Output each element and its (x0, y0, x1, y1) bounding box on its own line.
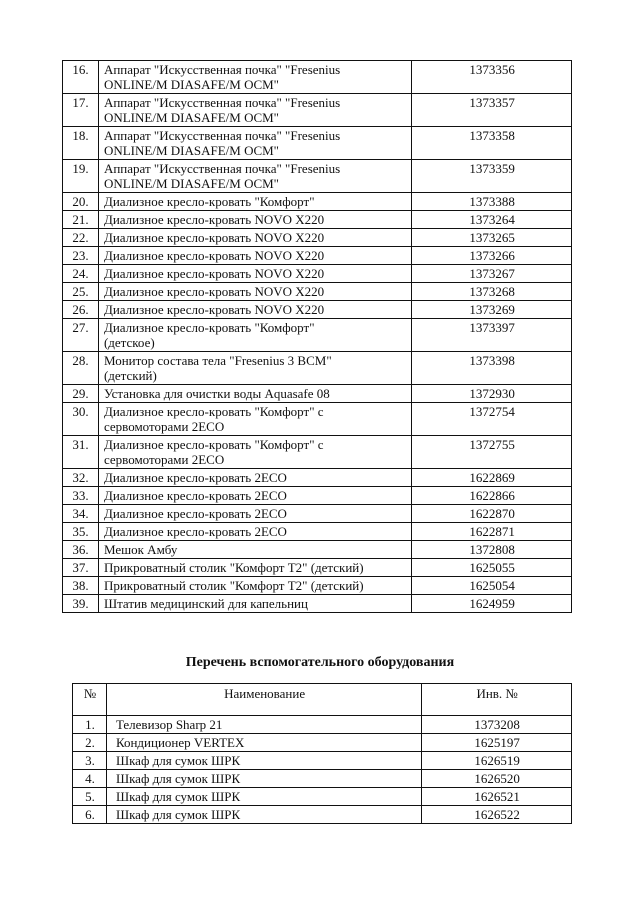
item-name-line: Диализное кресло-кровать "Комфорт" с (103, 437, 324, 452)
item-name (98, 436, 411, 469)
aux-item-name: Шкаф для сумок ШРК (106, 806, 421, 824)
aux-row-number: 1. (73, 716, 107, 734)
item-name-line: ONLINE/M DIASAFE/M OCM" (103, 77, 279, 92)
inventory-number: 1372930 (412, 385, 572, 403)
table-row (63, 283, 572, 301)
item-name-line: Мешок Амбу (103, 542, 178, 557)
row-number: 27. (63, 319, 99, 352)
inventory-number: 1625054 (412, 577, 572, 595)
row-number: 33. (63, 487, 99, 505)
inventory-number: 1372754 (412, 403, 572, 436)
row-number: 23. (63, 247, 99, 265)
item-name-line: Диализное кресло-кровать NOVO X220 (103, 212, 325, 227)
table-row (63, 523, 572, 541)
inventory-number: 1373266 (412, 247, 572, 265)
row-number: 34. (63, 505, 99, 523)
item-name (98, 160, 411, 193)
item-name (98, 487, 411, 505)
row-number: 30. (63, 403, 99, 436)
aux-header-name: Наименование (106, 684, 421, 716)
table-row (63, 403, 572, 436)
table-row (63, 541, 572, 559)
table-row (63, 577, 572, 595)
table-row (63, 505, 572, 523)
aux-inventory-number: 1626520 (422, 770, 572, 788)
row-number: 36. (63, 541, 99, 559)
table-row (63, 211, 572, 229)
row-number: 17. (63, 94, 99, 127)
inventory-number: 1373358 (412, 127, 572, 160)
item-name-line: ONLINE/M DIASAFE/M OCM" (103, 143, 279, 158)
aux-inventory-number: 1373208 (422, 716, 572, 734)
aux-row-number: 3. (73, 752, 107, 770)
inventory-number: 1373269 (412, 301, 572, 319)
item-name-line: Прикроватный столик "Комфорт Т2" (детский) (103, 578, 364, 593)
aux-item-name: Кондиционер VERTEX (106, 734, 421, 752)
inventory-number: 1622870 (412, 505, 572, 523)
table-row (63, 160, 572, 193)
table-row (63, 193, 572, 211)
item-name-line: Аппарат "Искусственная почка" "Fresenius (103, 161, 341, 176)
item-name (98, 505, 411, 523)
row-number: 26. (63, 301, 99, 319)
row-number: 32. (63, 469, 99, 487)
inventory-number: 1373356 (412, 61, 572, 94)
item-name (98, 127, 411, 160)
aux-table-row (73, 716, 572, 734)
aux-equipment-table (72, 683, 572, 824)
inventory-number: 1624959 (412, 595, 572, 613)
table-row (63, 265, 572, 283)
table-row (63, 352, 572, 385)
item-name-line: Диализное кресло-кровать NOVO X220 (103, 230, 325, 245)
inventory-number: 1373268 (412, 283, 572, 301)
aux-row-number: 5. (73, 788, 107, 806)
aux-item-name: Шкаф для сумок ШРК (106, 788, 421, 806)
inventory-number: 1373388 (412, 193, 572, 211)
item-name-line: Аппарат "Искусственная почка" "Fresenius (103, 95, 341, 110)
item-name-line: Аппарат "Искусственная почка" "Fresenius (103, 128, 341, 143)
table-row (63, 229, 572, 247)
equipment-table (62, 60, 572, 613)
item-name (98, 403, 411, 436)
aux-table-row (73, 752, 572, 770)
table-row (63, 385, 572, 403)
row-number: 18. (63, 127, 99, 160)
aux-equipment-title: Перечень вспомогательного оборудования (185, 655, 455, 670)
item-name-line: Диализное кресло-кровать "Комфорт" с (103, 404, 324, 419)
aux-inventory-number: 1626519 (422, 752, 572, 770)
item-name-line: Монитор состава тела "Fresenius 3 BCM" (103, 353, 332, 368)
equipment-table-body (63, 61, 572, 613)
aux-table-row (73, 770, 572, 788)
item-name (98, 211, 411, 229)
aux-row-number: 2. (73, 734, 107, 752)
row-number: 16. (63, 61, 99, 94)
inventory-number: 1622871 (412, 523, 572, 541)
inventory-number: 1622866 (412, 487, 572, 505)
item-name-line: ONLINE/M DIASAFE/M OCM" (103, 110, 279, 125)
row-number: 35. (63, 523, 99, 541)
inventory-number: 1372755 (412, 436, 572, 469)
item-name-line: Прикроватный столик "Комфорт Т2" (детский) (103, 560, 364, 575)
inventory-number: 1622869 (412, 469, 572, 487)
inventory-number: 1372808 (412, 541, 572, 559)
aux-equipment-table-body (73, 716, 572, 824)
item-name (98, 352, 411, 385)
item-name-line: Диализное кресло-кровать 2ECO (103, 506, 287, 521)
aux-inventory-number: 1626522 (422, 806, 572, 824)
item-name (98, 523, 411, 541)
row-number: 29. (63, 385, 99, 403)
table-row (63, 436, 572, 469)
inventory-number: 1373359 (412, 160, 572, 193)
row-number: 19. (63, 160, 99, 193)
table-row (63, 127, 572, 160)
row-number: 20. (63, 193, 99, 211)
row-number: 24. (63, 265, 99, 283)
table-row (63, 247, 572, 265)
item-name (98, 319, 411, 352)
aux-inventory-number: 1625197 (422, 734, 572, 752)
item-name (98, 61, 411, 94)
table-row (63, 301, 572, 319)
item-name (98, 229, 411, 247)
table-row (63, 61, 572, 94)
aux-item-name: Шкаф для сумок ШРК (106, 770, 421, 788)
aux-item-name: Шкаф для сумок ШРК (106, 752, 421, 770)
item-name-line: ONLINE/M DIASAFE/M OCM" (103, 176, 279, 191)
item-name (98, 301, 411, 319)
table-row (63, 559, 572, 577)
aux-table-row (73, 806, 572, 824)
item-name-line: (детский) (103, 368, 157, 383)
item-name (98, 247, 411, 265)
item-name (98, 385, 411, 403)
inventory-number: 1625055 (412, 559, 572, 577)
table-row (63, 595, 572, 613)
aux-table-row (73, 734, 572, 752)
aux-header-row (73, 684, 572, 716)
inventory-number: 1373397 (412, 319, 572, 352)
table-row (63, 94, 572, 127)
row-number: 22. (63, 229, 99, 247)
aux-row-number: 4. (73, 770, 107, 788)
item-name-line: сервомоторами 2ECO (103, 452, 225, 467)
row-number: 38. (63, 577, 99, 595)
table-row (63, 469, 572, 487)
item-name-line: Диализное кресло-кровать NOVO X220 (103, 248, 325, 263)
aux-header-num: № (73, 684, 107, 716)
item-name (98, 541, 411, 559)
row-number: 21. (63, 211, 99, 229)
aux-row-number: 6. (73, 806, 107, 824)
item-name (98, 193, 411, 211)
row-number: 39. (63, 595, 99, 613)
item-name-line: Диализное кресло-кровать 2ECO (103, 488, 287, 503)
aux-table-row (73, 788, 572, 806)
item-name-line: Диализное кресло-кровать NOVO X220 (103, 266, 325, 281)
aux-header-inv: Инв. № (422, 684, 572, 716)
item-name-line: Аппарат "Искусственная почка" "Fresenius (103, 62, 341, 77)
item-name-line: сервомоторами 2ECO (103, 419, 225, 434)
item-name (98, 265, 411, 283)
inventory-number: 1373264 (412, 211, 572, 229)
item-name-line: Диализное кресло-кровать "Комфорт" (103, 320, 315, 335)
item-name-line: Диализное кресло-кровать NOVO X220 (103, 284, 325, 299)
aux-item-name: Телевизор Sharp 21 (106, 716, 421, 734)
item-name (98, 577, 411, 595)
item-name-line: Диализное кресло-кровать 2ECO (103, 524, 287, 539)
inventory-number: 1373398 (412, 352, 572, 385)
inventory-number: 1373265 (412, 229, 572, 247)
item-name-line: Диализное кресло-кровать NOVO X220 (103, 302, 325, 317)
aux-inventory-number: 1626521 (422, 788, 572, 806)
item-name-line: Диализное кресло-кровать 2ECO (103, 470, 287, 485)
inventory-number: 1373357 (412, 94, 572, 127)
item-name (98, 469, 411, 487)
row-number: 25. (63, 283, 99, 301)
row-number: 28. (63, 352, 99, 385)
table-row (63, 319, 572, 352)
item-name-line: (детское) (103, 335, 155, 350)
inventory-number: 1373267 (412, 265, 572, 283)
item-name-line: Установка для очистки воды Aquasafe 08 (103, 386, 330, 401)
item-name-line: Штатив медицинский для капельниц (103, 596, 308, 611)
item-name (98, 595, 411, 613)
item-name-line: Диализное кресло-кровать "Комфорт" (103, 194, 315, 209)
table-row (63, 487, 572, 505)
item-name (98, 283, 411, 301)
row-number: 37. (63, 559, 99, 577)
item-name (98, 94, 411, 127)
item-name (98, 559, 411, 577)
row-number: 31. (63, 436, 99, 469)
